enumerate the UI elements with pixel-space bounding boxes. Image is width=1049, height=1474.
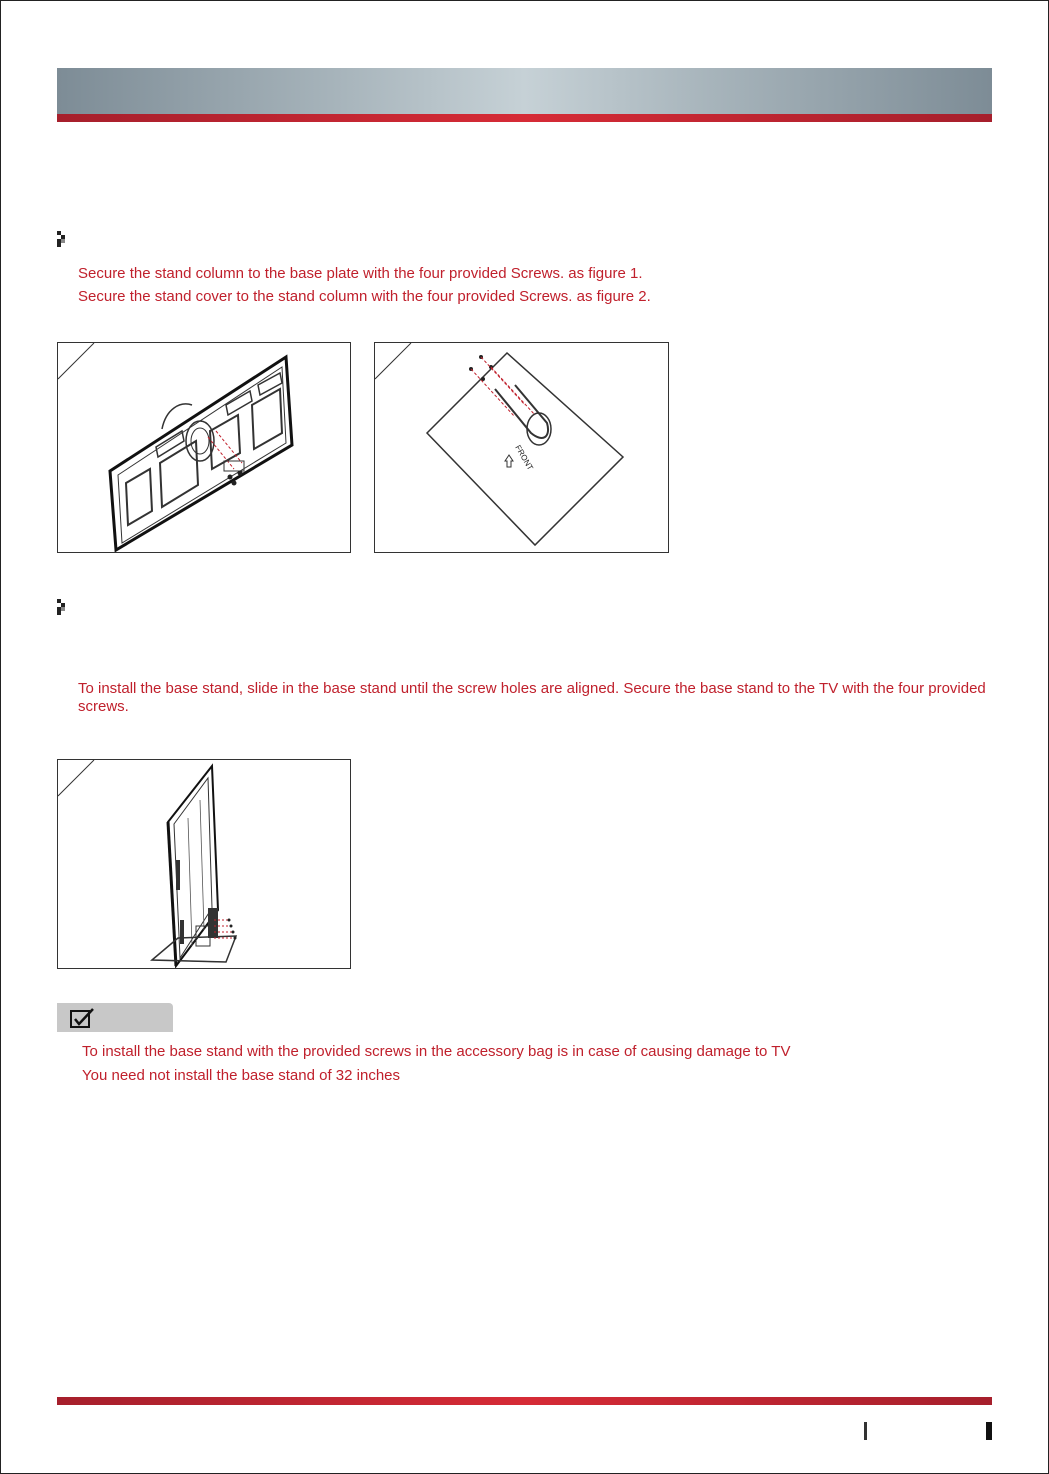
figure-2-stand-base-illustration <box>374 342 669 553</box>
note-line-2: You need not install the base stand of 32 inches <box>82 1067 401 1084</box>
note-line-1: To install the base stand with the provided screws in the accessory bag is in case of causing damage to TV <box>82 1043 791 1060</box>
footer-rule <box>57 1397 992 1405</box>
front-label: FRONT <box>513 443 535 472</box>
instruction-line-2: Secure the stand cover to the stand column with the four provided Screws. as figure 2. <box>78 288 651 305</box>
header-band <box>57 68 992 114</box>
figure-3-tv-with-base-stand-illustration <box>57 759 351 969</box>
base-stand-instruction: To install the base stand, slide in the base stand until the screw holes are aligned. Secure the base stand to the TV with the four provided screws. <box>78 680 986 715</box>
section-bullet-icon <box>57 231 68 247</box>
header-rule <box>57 114 992 122</box>
checkbox-check-icon <box>69 1007 99 1031</box>
footer-mark-right <box>986 1422 992 1440</box>
instruction-line-1: Secure the stand column to the base plate with the four provided Screws. as figure 1. <box>78 265 643 282</box>
section-bullet-icon <box>57 599 68 615</box>
note-tab <box>57 1003 173 1032</box>
footer-mark-left <box>864 1422 867 1440</box>
figure-1-tv-back-illustration <box>57 342 351 553</box>
